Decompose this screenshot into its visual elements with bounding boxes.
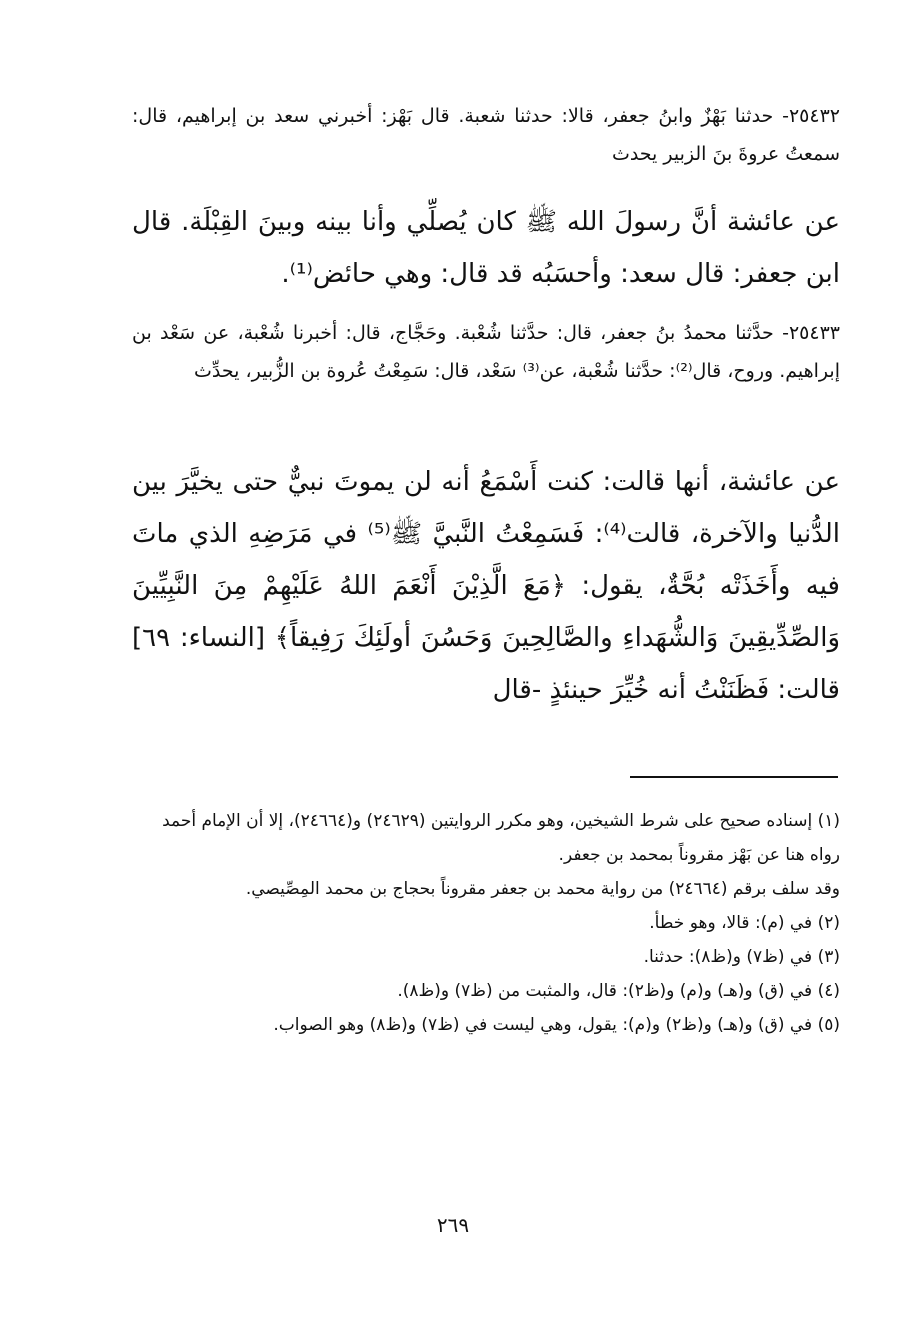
hadith-25432-matn: عن عائشة أنَّ رسولَ الله ﷺ كان يُصلِّي وأنا بينه وبينَ القِبْلَة. قال ابن جعفر: قال سعد: وأحسَبُه قد قال: وهي حائض⁽¹⁾. — [132, 207, 840, 289]
footnote-1-continued: وقد سلف برقم (٢٤٦٦٤) من رواية محمد بن جعفر مقروناً بحجاج بن محمد المِصِّيصي. — [245, 879, 840, 899]
hadith-25433-matn: عن عائشة، أنها قالت: كنت أَسْمَعُ أنه لن يموتَ نبيٌّ حتى يخيَّرَ بين الدُّنيا والآخرة، قالت⁽⁴⁾: فَسَمِعْتُ النَّبيَّ ﷺ⁽⁵⁾ في مَرَضِهِ الذي ماتَ فيه وأَخَذَتْه بُحَّةٌ، يقول: ﴿مَعَ الَّذِيْنَ أَنْعَمَ اللهُ عَلَيْهِمْ مِنَ النَّبِيِّينَ وَالصِّدِّيقِينَ وَالشُّهَداءِ والصَّالِحِينَ وَحَسُنَ أولَئِكَ رَفِيقاً﴾ [النساء: ٦٩] قالت: فَظَنَنْتُ أنه خُيِّرَ حينئذٍ -قال — [132, 467, 840, 705]
footnote-5: (٥) في (ق) و(هـ) و(ظ٢) و(م): يقول، وهي ليست في (ظ٧) و(ظ٨) وهو الصواب. — [273, 1015, 840, 1035]
page-number: ٢٦٩ — [436, 1213, 470, 1237]
footnote-2: (٢) في (م): قالا، وهو خطأ. — [649, 913, 840, 933]
footnotes — [132, 804, 840, 1042]
hadith-25433-isnad: ٢٥٤٣٣- حدَّثنا محمدُ بنُ جعفر، قال: حدَّثنا شُعْبة. وحَجَّاج، قال: أخبرنا شُعْبة، عن سَعْد بن إبراهيم. وروح، قال⁽²⁾: حدَّثنا شُعْبة، عن⁽³⁾ سَعْد، قال: سَمِعْتُ عُروة بن الزُّبير، يحدِّث — [132, 322, 840, 382]
footnote-1: (١) إسناده صحيح على شرط الشيخين، وهو مكرر الروايتين (٢٤٦٢٩) و(٢٤٦٦٤)، إلا أن الإمام أحمد رواه هنا عن بَهْز مقروناً بمحمد بن جعفر. — [162, 811, 840, 865]
footnote-separator — [630, 776, 838, 778]
hadith-25432-isnad: ٢٥٤٣٢- حدثنا بَهْزٌ وابنُ جعفر، قالا: حدثنا شعبة. قال بَهْز: أخبرني سعد بن إبراهيم، قال: سمعتُ عروةَ بنَ الزبير يحدث — [132, 105, 840, 165]
footnote-4: (٤) في (ق) و(هـ) و(م) و(ظ٢): قال، والمثبت من (ظ٧) و(ظ٨). — [397, 981, 840, 1001]
footnote-3: (٣) في (ظ٧) و(ظ٨): حدثنا. — [643, 947, 840, 967]
